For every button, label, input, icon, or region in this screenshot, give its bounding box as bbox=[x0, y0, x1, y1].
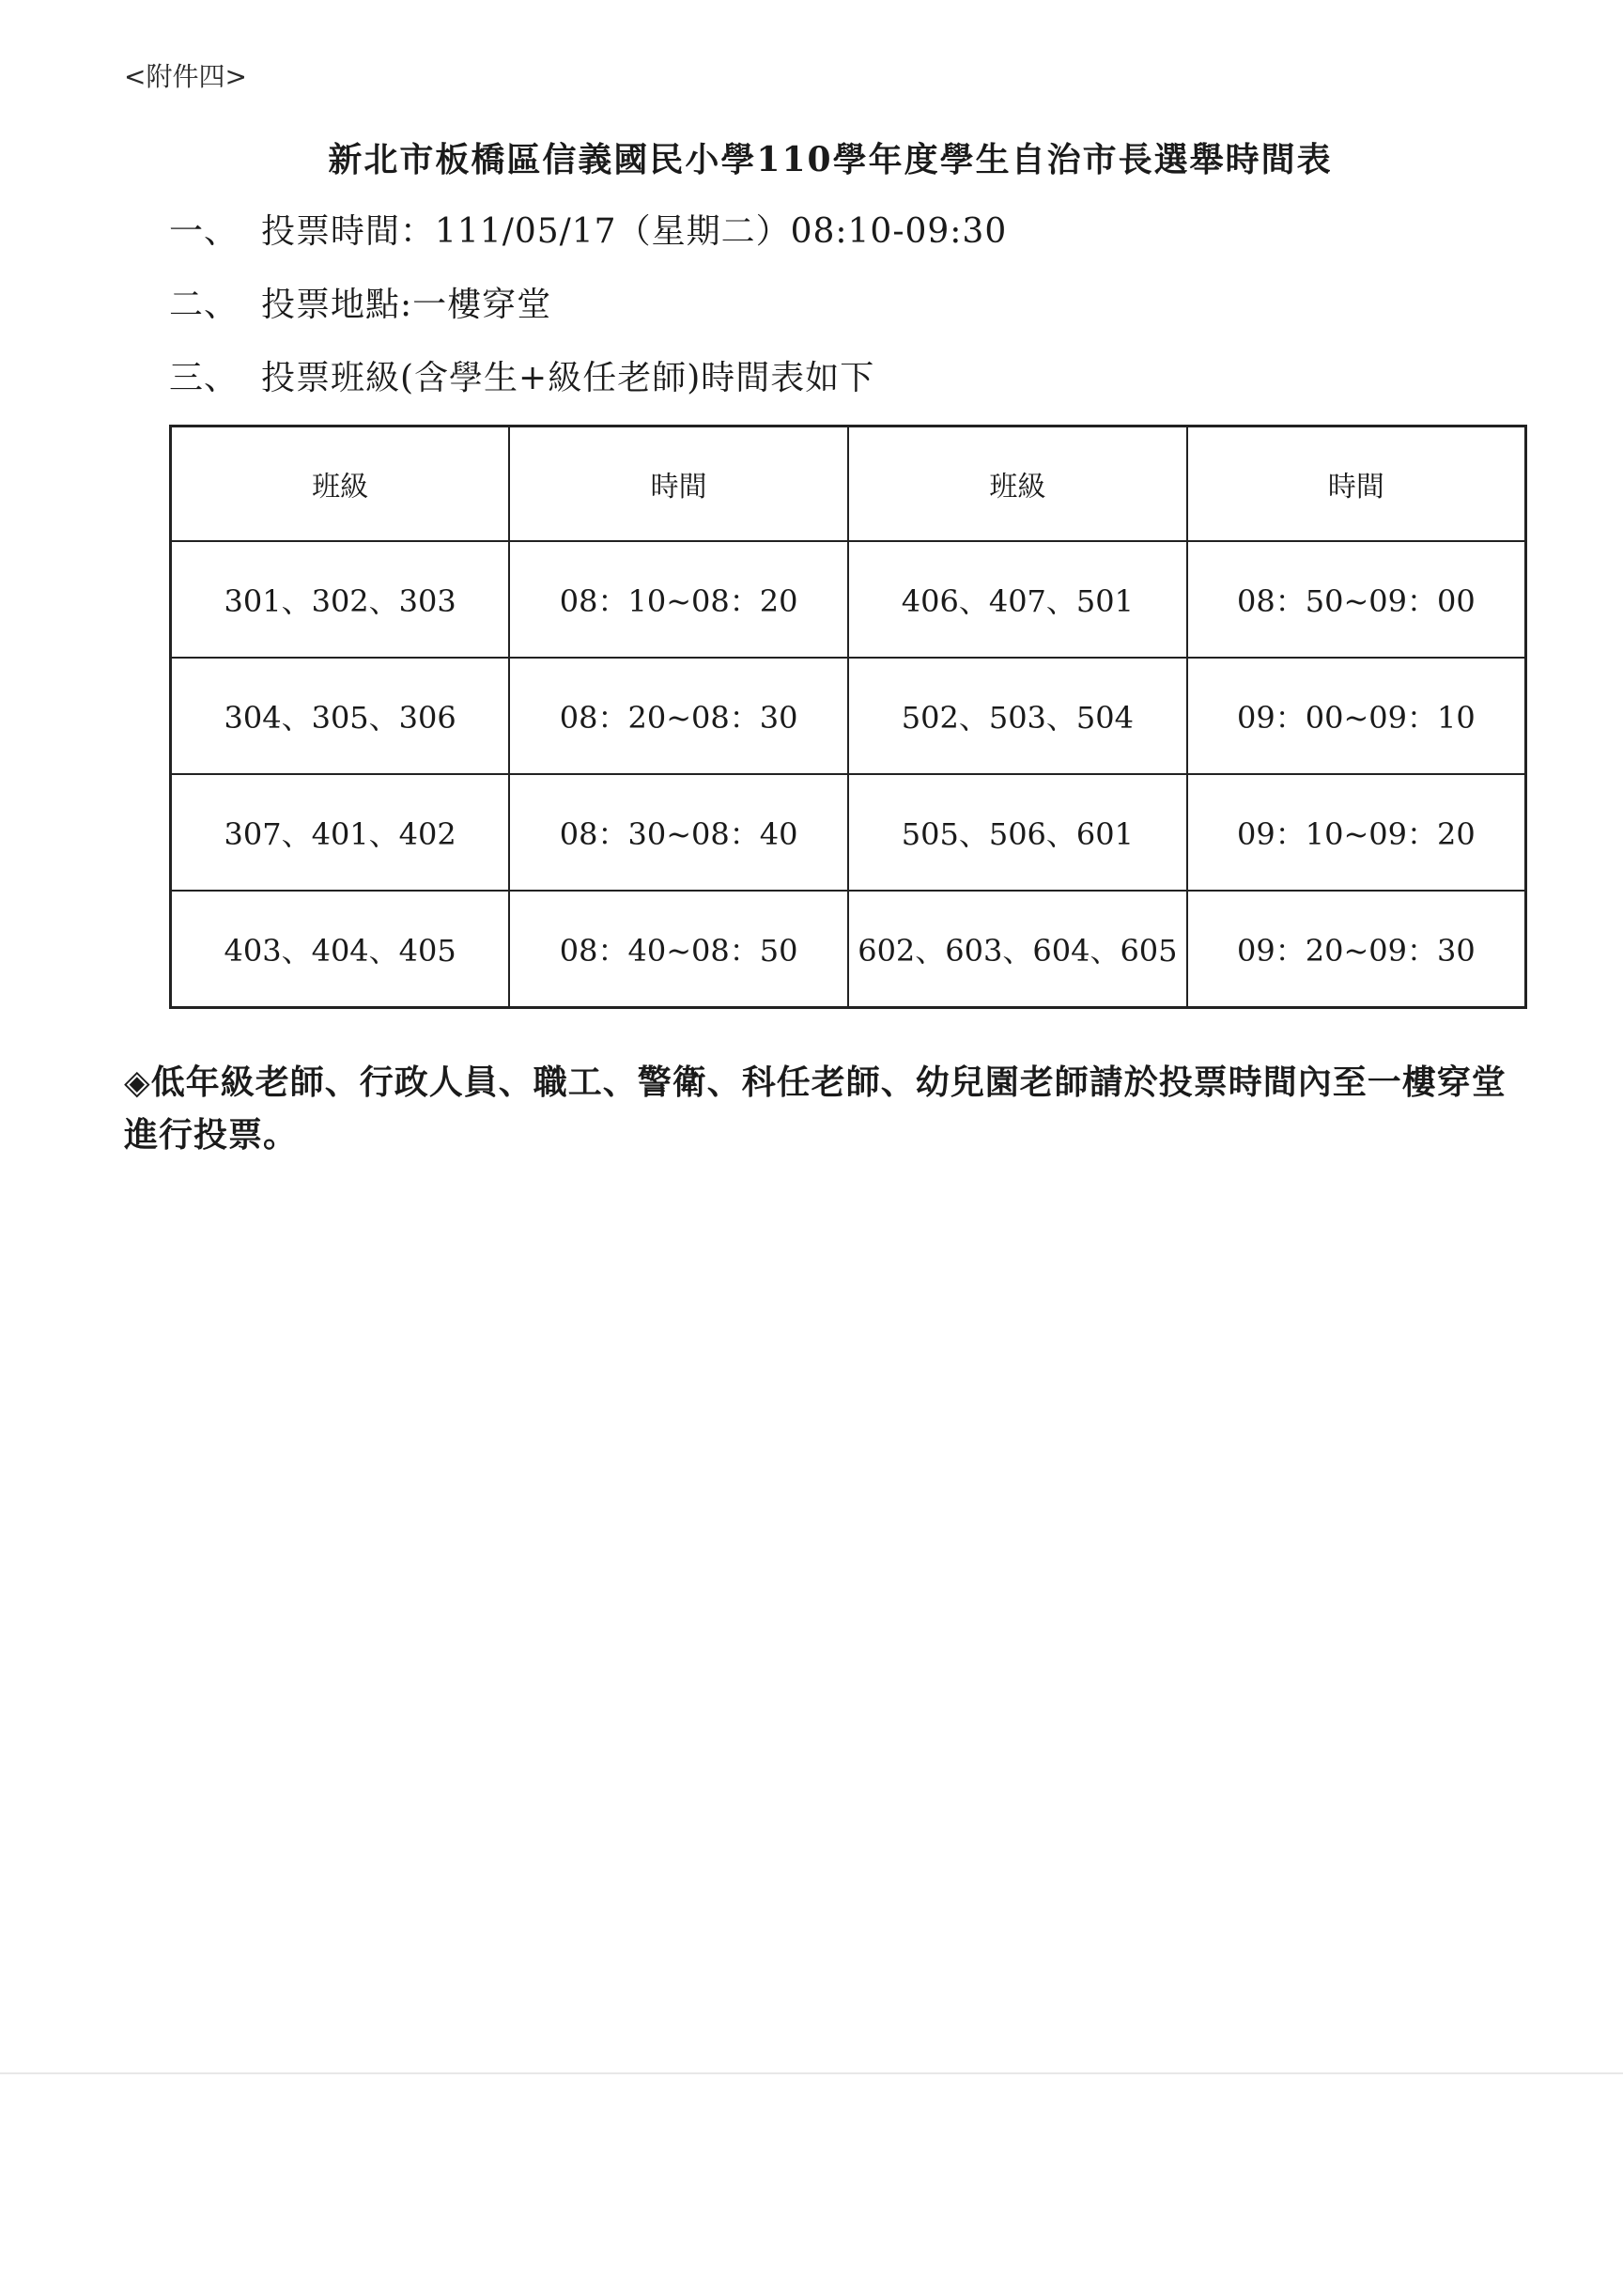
voting-schedule-table bbox=[169, 425, 1527, 1009]
item-voting-classes bbox=[169, 351, 874, 399]
table-row bbox=[171, 541, 1526, 658]
header-class: 班級 bbox=[171, 427, 510, 542]
item-number: 二、 bbox=[169, 286, 240, 324]
header-class: 班級 bbox=[848, 427, 1187, 542]
table-row bbox=[171, 658, 1526, 774]
class-cell: 301、302、303 bbox=[171, 541, 510, 658]
time-cell: 08：40~08：50 bbox=[509, 891, 848, 1008]
item-text: 投票地點:一樓穿堂 bbox=[261, 286, 552, 324]
time-cell: 09：00~09：10 bbox=[1187, 658, 1526, 774]
header-time: 時間 bbox=[509, 427, 848, 542]
item-voting-time bbox=[169, 205, 1007, 253]
class-cell: 505、506、601 bbox=[848, 774, 1187, 891]
table-row bbox=[171, 774, 1526, 891]
document-title: 新北市板橋區信義國民小學110學年度學生自治市長選舉時間表 bbox=[328, 140, 1333, 179]
note-text: 低年級老師、行政人員、職工、警衛、科任老師、幼兒園老師請於投票時間內至一樓穿堂進行投票。 bbox=[124, 1063, 1507, 1155]
time-cell: 09：20~09：30 bbox=[1187, 891, 1526, 1008]
table-row bbox=[171, 891, 1526, 1008]
class-cell: 602、603、604、605 bbox=[848, 891, 1187, 1008]
header-time: 時間 bbox=[1187, 427, 1526, 542]
time-cell: 08：10~08：20 bbox=[509, 541, 848, 658]
item-text: 投票時間：111/05/17（星期二）08:10-09:30 bbox=[261, 212, 1008, 251]
diamond-bullet-icon: ◈ bbox=[124, 1063, 151, 1102]
item-number: 三、 bbox=[169, 359, 240, 397]
class-cell: 307、401、402 bbox=[171, 774, 510, 891]
scan-artifact-line bbox=[0, 2072, 1623, 2074]
time-cell: 09：10~09：20 bbox=[1187, 774, 1526, 891]
note-paragraph bbox=[124, 1056, 1533, 1161]
item-number: 一、 bbox=[169, 212, 240, 251]
time-cell: 08：20~08：30 bbox=[509, 658, 848, 774]
item-text: 投票班級(含學生+級任老師)時間表如下 bbox=[261, 359, 875, 397]
attachment-label: <附件四> bbox=[124, 61, 247, 92]
table-header-row bbox=[171, 427, 1526, 542]
class-cell: 502、503、504 bbox=[848, 658, 1187, 774]
time-cell: 08：30~08：40 bbox=[509, 774, 848, 891]
item-voting-location bbox=[169, 278, 551, 326]
class-cell: 304、305、306 bbox=[171, 658, 510, 774]
class-cell: 403、404、405 bbox=[171, 891, 510, 1008]
class-cell: 406、407、501 bbox=[848, 541, 1187, 658]
time-cell: 08：50~09：00 bbox=[1187, 541, 1526, 658]
